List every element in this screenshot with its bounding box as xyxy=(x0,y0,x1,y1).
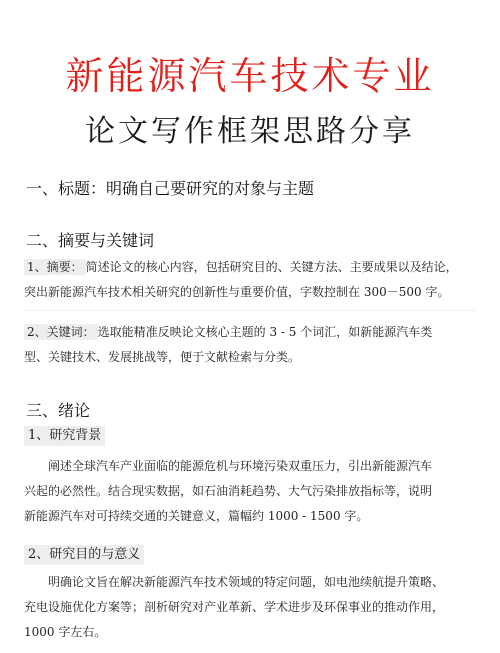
keywords-line-1 xyxy=(24,320,472,345)
research-purpose-heading: 2、研究目的与意义 xyxy=(24,545,144,565)
purpose-line-3: 1000 字左右。 xyxy=(24,625,107,639)
keywords-text-1: 选取能精准反映论文核心主题的 3 - 5 个词汇，如新能源汽车类 xyxy=(97,325,433,339)
research-purpose-paragraph xyxy=(24,570,472,645)
background-line-1: 阐述全球汽车产业面临的能源危机与环境污染双重压力，引出新能源汽车 xyxy=(48,459,433,473)
section-1-heading: 一、标题：明确自己要研究的对象与主题 xyxy=(26,179,315,198)
abstract-label: 1、摘要： xyxy=(24,259,86,275)
research-background-heading: 1、研究背景 xyxy=(24,426,105,446)
abstract-line-2: 突出新能源汽车技术相关研究的创新性与重要价值，字数控制在 300－500 字。 xyxy=(24,285,450,299)
sub-title: 论文写作框架思路分享 xyxy=(85,114,415,149)
abstract-line-1 xyxy=(24,255,472,280)
keywords-paragraph xyxy=(24,320,472,370)
purpose-line-2: 充电设施优化方案等；剖析研究对产业革新、学术进步及环保事业的推动作用， xyxy=(24,600,445,614)
purpose-line-1: 明确论文旨在解决新能源汽车技术领域的特定问题，如电池续航提升策略、 xyxy=(48,575,445,589)
section-3-heading: 三、绪论 xyxy=(26,401,91,420)
keywords-line-2: 型、关键技术、发展挑战等，便于文献检索与分类。 xyxy=(24,350,301,364)
main-title: 新能源汽车技术专业 xyxy=(65,54,435,98)
research-background-paragraph xyxy=(24,454,472,529)
keywords-label: 2、关键词： xyxy=(24,324,98,340)
abstract-text-1: 简述论文的核心内容，包括研究目的、关键方法、主要成果以及结论， xyxy=(85,260,458,274)
background-line-3: 新能源汽车对可持续交通的关键意义，篇幅约 1000 - 1500 字。 xyxy=(24,509,369,523)
abstract-paragraph xyxy=(24,255,472,305)
divider xyxy=(24,310,476,311)
background-line-2: 兴起的必然性。结合现实数据，如石油消耗趋势、大气污染排放指标等，说明 xyxy=(24,484,433,498)
section-2-heading: 二、摘要与关键词 xyxy=(26,231,155,250)
